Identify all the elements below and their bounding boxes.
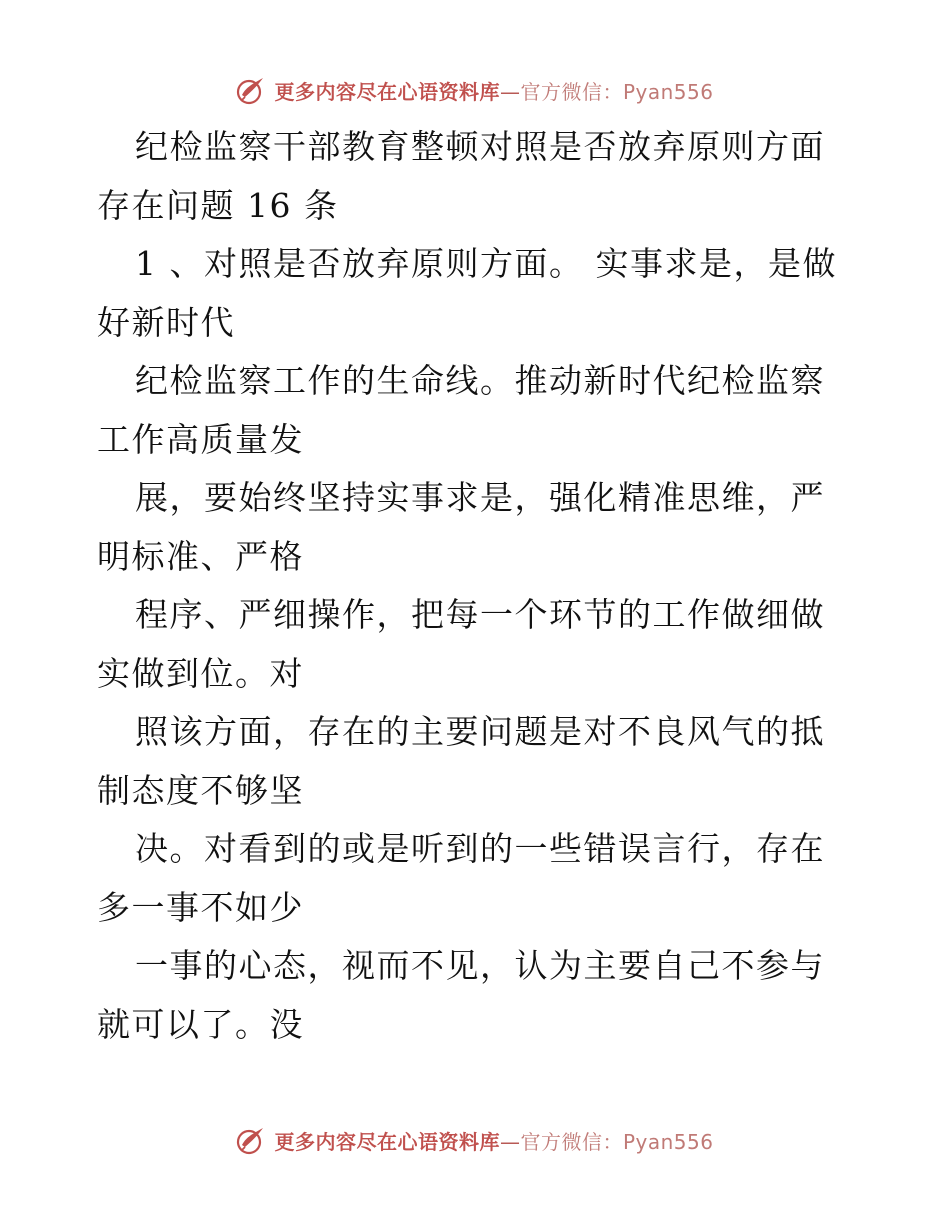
- footer-separator: —: [499, 1129, 521, 1154]
- document-body: [97, 118, 857, 1054]
- header-banner: [0, 70, 950, 110]
- header-brand-text: 更多内容尽在心语资料库: [274, 79, 500, 104]
- footer-contact-text: 官方微信：Pyan556: [520, 1129, 714, 1154]
- paragraph-line: 照该方面，存在的主要问题是对不良风气的抵制态度不够坚: [97, 712, 825, 810]
- document-title-line: 纪检监察干部教育整顿对照是否放弃原则方面存在问题 16 条: [97, 127, 825, 225]
- paragraph-line: 程序、严细操作，把每一个环节的工作做细做实做到位。对: [97, 595, 825, 693]
- footer-banner: [0, 1120, 950, 1160]
- header-separator: —: [499, 79, 521, 104]
- quill-pen-logo-icon: [236, 75, 266, 105]
- header-contact-text: 官方微信：Pyan556: [520, 79, 714, 104]
- paragraph-line: 决。对看到的或是听到的一些错误言行，存在多一事不如少: [97, 829, 825, 927]
- paragraph-line: 展，要始终坚持实事求是，强化精准思维，严明标准、严格: [97, 478, 825, 576]
- paragraph-line: 1 、对照是否放弃原则方面。 实事求是，是做好新时代: [97, 244, 837, 342]
- footer-banner-text: [274, 1126, 713, 1155]
- quill-pen-logo-icon: [236, 1125, 266, 1155]
- paragraph-line: 一事的心态，视而不见，认为主要自己不参与就可以了。没: [97, 946, 825, 1044]
- header-banner-text: [274, 76, 713, 105]
- footer-brand-text: 更多内容尽在心语资料库: [274, 1129, 500, 1154]
- paragraph-line: 纪检监察工作的生命线。推动新时代纪检监察工作高质量发: [97, 361, 825, 459]
